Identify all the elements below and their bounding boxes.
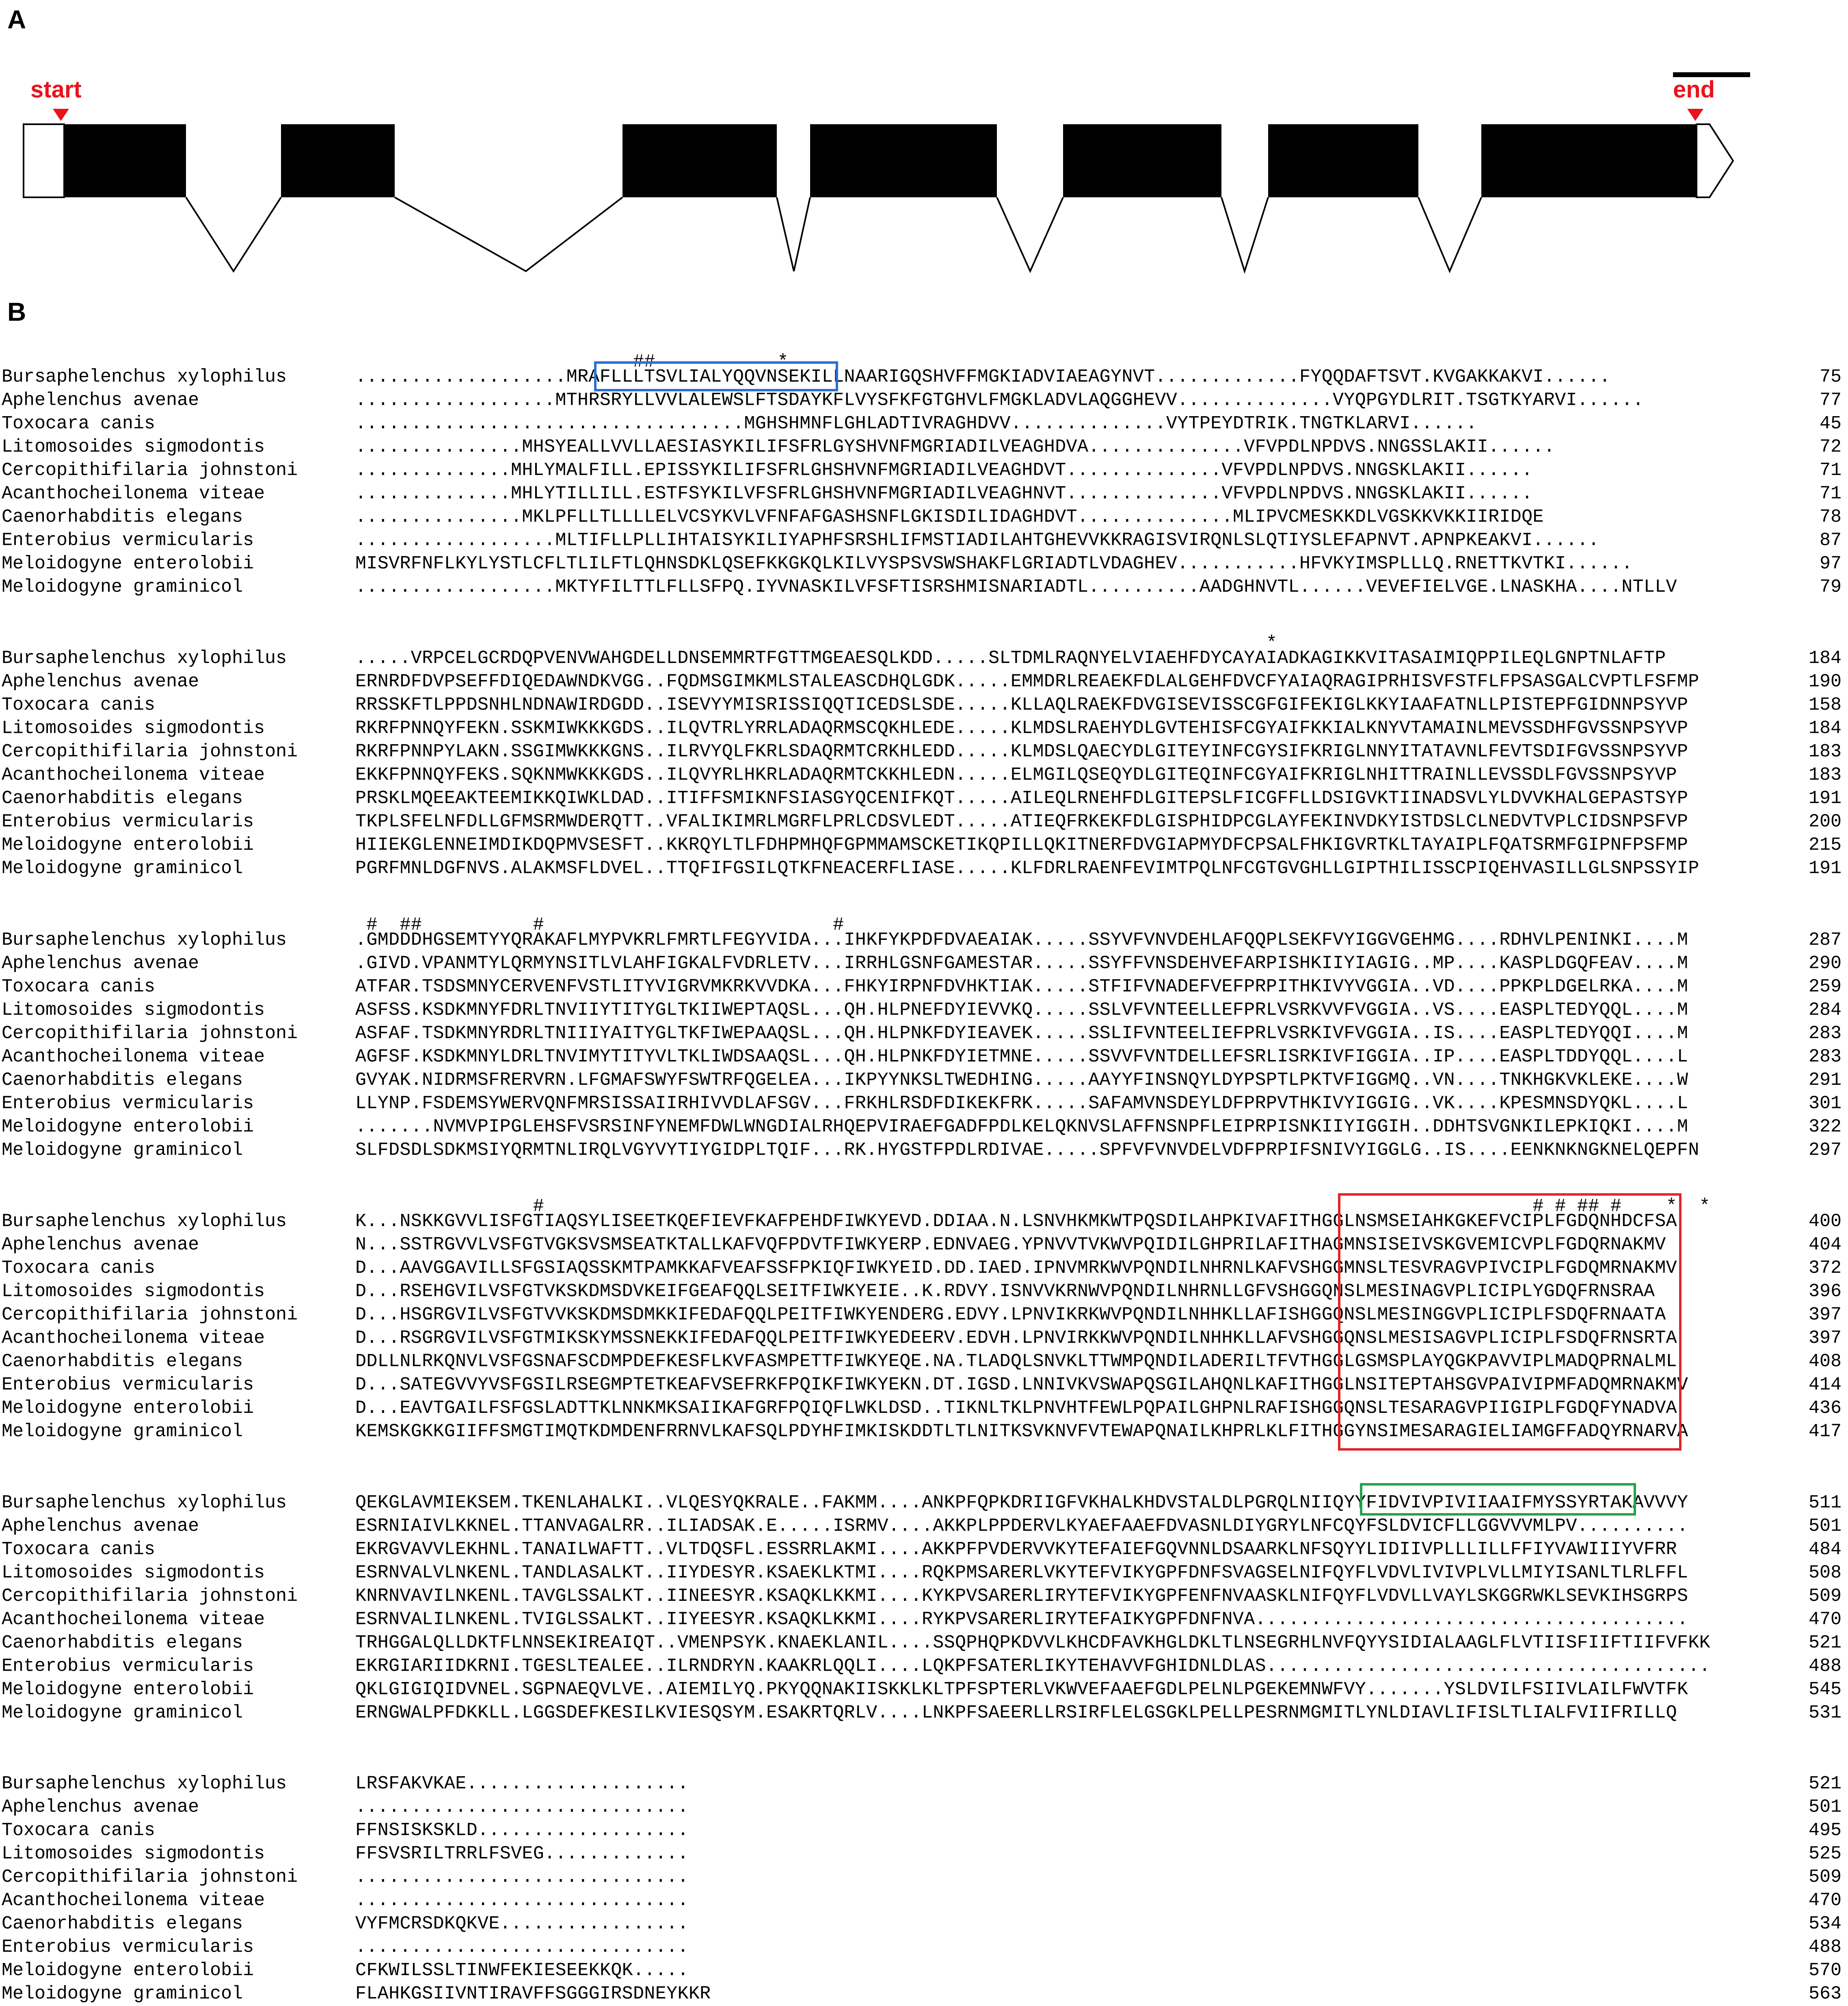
residue-count: 501 [1808,1516,1842,1537]
species-name: Cercopithifilaria johnstoni [2,1304,298,1325]
sequence-alignment [2,352,1842,2004]
sequence-text: D...AAVGGAVILLSFGSIAQSSKMTPAMKKAFVEAFSSFPKIQFIWKYEID.DD.IAED.IPNVMRKWVPQNDILNHRNLKAFVSHGGMNSLTESVRAGVPIVCIPLFGDQMRNAKMV [355,1258,1677,1278]
alignment-row [2,1047,1842,1067]
sequence-text: EKRGIARIIDKRNI.TGESLTEALEE..ILRNDRYN.KAAKRLQQLI....LQKPFSATERLIKYTEHAVVFGHIDNLDLAS........................................ [355,1656,1710,1677]
sequence-text: AGFSF.KSDKMNYLDRLTNVIMYTITYVLTKLIWDSAAQSL...QH.HLPNKFDYIETMNE.....SSVVFVNTDELLEFSRLISRKIVFIGGIA..IP....EASPLTDDYQQL....L [355,1046,1688,1067]
species-name: Caenorhabditis elegans [2,788,243,809]
species-name: Caenorhabditis elegans [2,1070,243,1090]
sequence-text: DDLLNLRKQNVLVSFGSNAFSCDMPDEFKESFLKVFASMPETTFIWKYEQE.NA.TLADQLSNVKLTTWMPQNDILADERILTFVTHGGLGSMSPLAYQGKPAVVIPLMADQPRNALML [355,1351,1677,1372]
end-label: end [1673,76,1715,103]
alignment-row [2,1281,1842,1302]
species-name: Caenorhabditis elegans [2,507,243,527]
sequence-text: D...RSEHGVILVSFGTVKSKDMSDVKEIFGEAFQQLSEITFIWKYEIE..K.RDVY.ISNVVKRNWVPQNDILNHRNLLGFVSHGGQNSLMESINAGVPLICIPLYGDQFRNSRAA [355,1281,1655,1302]
alignment-row [2,1656,1842,1677]
species-name: Bursaphelenchus xylophilus [2,367,287,387]
alignment-row [2,695,1842,715]
alignment-row [2,1820,1842,1841]
species-name: Aphelenchus avenae [2,390,199,411]
residue-count: 78 [1819,507,1842,527]
residue-count: 72 [1819,436,1842,458]
sequence-text: VYFMCRSDKQKVE................. [355,1913,689,1934]
residue-count: 417 [1808,1421,1842,1442]
panel-b-label: B [7,297,26,326]
alignment-row [2,930,1842,950]
species-name: Bursaphelenchus xylophilus [2,1211,287,1232]
alignment-block-6 [2,1773,1842,2004]
alignment-row [2,765,1842,786]
species-name: Meloidogyne graminicol [2,1983,243,2004]
exon-4 [810,124,997,197]
species-name: Toxocara canis [2,413,156,434]
sequence-text: ...................MRAFLLLTSVLIALYQQVNSEKILLNAARIGQSHVFFMGKIADVIAEAGYNVT.............FYQQDAFTSVT.KVGAKKAKVI...... [355,367,1610,387]
sequence-text: FFNSISKSKLD................... [355,1820,689,1841]
exon-1 [64,124,186,197]
residue-count: 484 [1808,1539,1842,1560]
residue-count: 322 [1808,1116,1842,1137]
sequence-text: ..............MHLYMALFILL.EPISSYKILIFSFRLGHSHVNFMGRIADILVEAGHDVT..............VFVPDLNPDVS.NNGSKLAKII...... [355,460,1533,481]
residue-count: 183 [1808,764,1842,786]
species-name: Litomosoides sigmodontis [2,1281,265,1302]
species-name: Acanthocheilonema viteae [2,483,265,504]
residue-count: 191 [1808,788,1842,809]
sequence-text: SLFDSDLSDKMSIYQRMTNLIRQLVGYVYTIYGIDPLTQIF...RK.HYGSTFPDLRDIVAE.....SPFVFVNVDELVDFPRPIFSNIVYIGGLG..IS....EENKNKNGKNELQEPFN [355,1140,1699,1161]
species-name: Meloidogyne enterolobii [2,1116,254,1137]
residue-count: 291 [1808,1070,1842,1090]
residue-count: 531 [1808,1702,1842,1723]
alignment-block-1 [2,352,1842,598]
alignment-row [2,1563,1842,1583]
alignment-row [2,1984,1842,2004]
species-name: Bursaphelenchus xylophilus [2,1492,287,1513]
residue-count: 290 [1808,953,1842,974]
residue-count: 570 [1808,1960,1842,1981]
sequence-text: ...............MHSYEALLVVLLAESIASYKILIFSFRLGYSHVNFMGRIADILVEAGHDVA..............VFVPDLNPDVS.NNGSSLAKII...... [355,436,1555,458]
gene-structure-panel [7,5,1750,271]
alignment-row [2,1679,1842,1700]
alignment-row [2,1516,1842,1537]
sequence-text: D...SATEGVVYVSFGSILRSEGMPTETKEAFVSEFRKFPQIKFIWKYEKN.DT.IGSD.LNNIVKVSWAPQSGILAHQNLKAFITHGGLNSITEPTAHSGVPAIVIPMFADQMRNAKMV [355,1374,1688,1395]
residue-count: 509 [1808,1586,1842,1607]
end-marker-icon [1687,109,1703,121]
sequence-text: FLAHKGSIIVNTIRAVFFSGGGIRSDNEYKKR [355,1983,711,2004]
species-name: Litomosoides sigmodontis [2,718,265,739]
alignment-row [2,718,1842,739]
alignment-row [2,1140,1842,1161]
residue-count: 75 [1819,367,1842,387]
sequence-text: ESRNIAIVLKKNEL.TTANVAGALRR..ILIADSAK.E.....ISRMV....AKKPLPPDERVLKYAEFAAEFDVASNLDIYGRYLNFCQYFSLDVICFLLGGVVVMLPV.......... [355,1516,1688,1537]
sequence-text: K...NSKKGVVLISFGTIAQSYLISEETKQEFIEVFKAFPEHDFIWKYEVD.DDIAA.N.LSNVHKMKWTPQSDILAHPKIVAFITHGGLNSMSEIAHKGKEFVCIPLFGDQNHDCFSA [355,1211,1677,1232]
alignment-row [2,1211,1842,1232]
alignment-row [2,1773,1842,1794]
sequence-text: CFKWILSSLTINWFEKIESEEKKQK..... [355,1960,689,1981]
conservation-symbols: # # # ## # * * [355,1196,1777,1217]
sequence-text: KNRNVAVILNKENL.TAVGLSSALKT..IINEESYR.KSAQKLKKMI....KYKPVSARERLIRYTEFVIKYGPFENFNVAASKLNIFQYFLVDVLLVAYLSKGGRWKLSEVKIHSGRPS [355,1586,1688,1607]
residue-count: 87 [1819,530,1842,551]
sequence-text: .............................. [355,1937,689,1958]
start-label: start [30,76,82,103]
sequence-text: TKPLSFELNFDLLGFMSRMWDERQTT..VFALIKIMRLMGRFLPRLCDSVLEDT.....ATIEQFRKEKFDLGISPHIDPCGLAYFEKINVDKYISTDSLCLNEDVTVPLCIDSNPSFVP [355,811,1688,832]
species-name: Aphelenchus avenae [2,1234,199,1255]
alignment-block-5 [2,1492,1842,1723]
species-name: Toxocara canis [2,976,156,997]
sequence-text: KEMSKGKKGIIFFSMGTIMQTKDMDENFRRNVLKAFSQLPDYHFIMKISKDDTLTLNITKSVKNVFVTEWAPQNAILKHPRLKLFITHGGYNSIMESARAGIELIAMGFFADQYRNARVA [355,1421,1688,1442]
exon-6 [1268,124,1418,197]
residue-count: 45 [1819,413,1842,434]
residue-count: 488 [1808,1656,1842,1677]
conservation-symbols: * [355,633,1433,654]
alignment-row [2,1235,1842,1255]
species-name: Cercopithifilaria johnstoni [2,1586,298,1607]
residue-count: 287 [1808,930,1842,950]
sequence-text: EKKFPNNQYFEKS.SQKNMWKKKGDS..ILQVYRLHKRLADAQRMTCKKHLEDN.....ELMGILQSEQYDLGITEQINFCGYAIFKRIGLNHITTRAINLLEVSSDLFGVSSNPSYVP [355,764,1677,786]
intron-3 [777,197,810,271]
alignment-row [2,530,1842,551]
residue-count: 97 [1819,553,1842,574]
species-name: Meloidogyne graminicol [2,1702,243,1723]
alignment-row [2,741,1842,762]
start-marker-icon [53,109,69,121]
alignment-row [2,953,1842,974]
alignment-row [2,1890,1842,1911]
alignment-row [2,1797,1842,1818]
alignment-row [2,1913,1842,1934]
conservation-symbols: ## * [355,352,1377,372]
residue-count: 200 [1808,811,1842,832]
species-name: Enterobius vermicularis [2,1093,254,1114]
sequence-text: RKRFPNNQYFEKN.SSKMIWKKKGDS..ILQVTRLYRRLADAQRMSCQKHLEDE.....KLMDSLRAEHYDLGVTEHISFCGYAIFKKIALKNYVTAMAINLMEVSSDHFGVSSNPSYVP [355,718,1688,739]
species-name: Bursaphelenchus xylophilus [2,1773,287,1794]
sequence-text: D...EAVTGAILFSFGSLADTTKLNNKMKSAIIKAFGRFPQIQFLWKLDSD..TIKNLTKLPNVHTFEWLPQPAILGHPNLRAFISHGGQNSLTESARAGVPIIGIPLFGDQFYNADVA [355,1398,1677,1419]
species-name: Acanthocheilonema viteae [2,1609,265,1630]
residue-count: 297 [1808,1140,1842,1161]
alignment-row [2,1421,1842,1442]
species-name: Meloidogyne graminicol [2,1421,243,1442]
sequence-text: HIIEKGLENNEIMDIKDQPMVSESFT..KKRQYLTLFDHPMHQFGPMMAMSCKETIKQPILLQKITNERFDVGIAPMYDFCPSALFHKIGVRTKLTAYAIPLFQATSRMFGIPNFPSFMP [355,835,1688,855]
species-name: Toxocara canis [2,1539,156,1560]
alignment-row [2,1632,1842,1653]
sequence-text: QKLGIGIQIDVNEL.SGPNAEQVLVE..AIEMILYQ.PKYQQNAKIISKKLKLTPFSPTERLVKWVEFAAEFGDLPELNLPGEKEMNWFVY.......YSLDVILFSIIVLAILFWVTFK [355,1679,1688,1700]
residue-count: 470 [1808,1890,1842,1911]
alignment-row [2,437,1842,458]
alignment-row [2,1586,1842,1607]
residue-count: 396 [1808,1281,1842,1302]
sequence-text: ASFAF.TSDKMNYRDRLTNIIIYAITYGLTKFIWEPAAQSL...QH.HLPNKFDYIEAVEK.....SSLIFVNTEELIEFPRLVSRKIVFVGGIA..IS....EASPLTEDYQQI....M [355,1023,1688,1044]
species-name: Meloidogyne enterolobii [2,1679,254,1700]
alignment-row [2,367,1842,387]
sequence-text: GVYAK.NIDRMSFRERVRN.LFGMAFSWYFSWTRFQGELEA...IKPYYNKSLTWEDHING.....AAYYFINSNQYLDYPSPTLPKTVFIGGMQ..VN....TNKHGKVKLEKE....W [355,1070,1688,1090]
alignment-block-2 [2,633,1842,879]
sequence-text: ..................MLTIFLLPLLIHTAISYKILIYAPHFSRSHLIFMSTIADILAHTGHEVVKKRAGISVIRQNLSLQTIYSLEFAPNVT.APNPKEAKVI...... [355,530,1599,551]
residue-count: 511 [1808,1492,1842,1513]
sequence-text: .............................. [355,1890,689,1911]
sequence-text: D...RSGRGVILVSFGTMIKSKYMSSNEKKIFEDAFQQLPEITFIWKYEDEERV.EDVH.LPNVIRKKWVPQNDILNHHKLLAFVSHGGQNSLMESISAGVPLICIPLFSDQFRNSRTA [355,1328,1677,1349]
intron-6 [1418,197,1481,271]
species-name: Acanthocheilonema viteae [2,764,265,786]
alignment-row [2,1023,1842,1044]
residue-count: 534 [1808,1913,1842,1934]
species-name: Meloidogyne graminicol [2,577,243,598]
alignment-row [2,858,1842,879]
alignment-row [2,460,1842,481]
residue-count: 509 [1808,1867,1842,1887]
sequence-text: FFSVSRILTRRLFSVEG............. [355,1843,689,1864]
utr-5prime [24,124,64,197]
alignment-row [2,390,1842,411]
sequence-text: ...................................MGHSHMNFLGHLADTIVRAGHDVV..............VYTPEYDTRIK.TNGTKLARVI...... [355,413,1477,434]
alignment-row [2,672,1842,692]
sequence-text: ...............MKLPFLLTLLLLELVCSYKVLVFNFAFGASHSNFLGKISDILIDAGHDVT..............MLIPVCMESKKDLVGSKKVKKIIRIDQE [355,507,1544,527]
species-name: Meloidogyne graminicol [2,858,243,879]
alignment-row [2,1328,1842,1349]
species-name: Caenorhabditis elegans [2,1351,243,1372]
sequence-text: N...SSTRGVVLVSFGTVGKSVSMSEATKTALLKAFVQFPDVTFIWKYERP.EDNVAEG.YPNVVTVKWVPQIDILGHPRILAFITHAGMNSISEIVSKGVEMICVPLFGDQRNAKMV [355,1234,1666,1255]
exon-7 [1481,124,1697,197]
residue-count: 77 [1819,390,1842,411]
sequence-text: RKRFPNNPYLAKN.SSGIMWKKKGNS..ILRVYQLFKRLSDAQRMTCRKHLEDD.....KLMDSLQAECYDLGITEYINFCGYSIFKRIGLNNYITATAVNLFEVTSDIFGVSSNPSYVP [355,741,1688,762]
alignment-row [2,1351,1842,1372]
species-name: Cercopithifilaria johnstoni [2,460,298,481]
alignment-row [2,553,1842,574]
sequence-text: ESRNVALILNKENL.TVIGLSSALKT..IIYEESYR.KSAQKLKKMI....RYKPVSARERLIRYTEFAIKYGPFDNFNVA....................................... [355,1609,1688,1630]
alignment-row [2,1703,1842,1723]
utr-3prime [1697,124,1733,197]
panel-a-label: A [7,5,26,34]
species-name: Acanthocheilonema viteae [2,1328,265,1349]
alignment-row [2,1375,1842,1395]
conservation-symbols: # ## # # [355,915,1533,935]
residue-count: 545 [1808,1679,1842,1700]
sequence-text: LLYNP.FSDEMSYWERVQNFMRSISSAIIRHIVVDLAFSGV...FRKHLRSDFDIKEKFRK.....SAFAMVNSDEYLDFPRPVTHKIVYIGGIG..VK....KPESMNSDYQKL....L [355,1093,1688,1114]
alignment-row [2,1960,1842,1981]
species-name: Toxocara canis [2,695,156,715]
species-name: Enterobius vermicularis [2,811,254,832]
residue-count: 283 [1808,1046,1842,1067]
species-name: Enterobius vermicularis [2,1656,254,1677]
species-name: Toxocara canis [2,1820,156,1841]
intron-2 [395,197,622,271]
sequence-text: ..................MKTYFILTTLFLLSFPQ.IYVNASKILVFSFTISRSHMISNARIADTL..........AADGHNVTL......VEVEFIELVGE.LNASKHA....NTLLV [355,577,1677,598]
residue-count: 525 [1808,1843,1842,1864]
sequence-text: ..............MHLYTILLILL.ESTFSYKILVFSFRLGHSHVNFMGRIADILVEAGHNVT..............VFVPDLNPDVS.NNGSKLAKII...... [355,483,1533,504]
residue-count: 400 [1808,1211,1842,1232]
species-name: Enterobius vermicularis [2,530,254,551]
species-name: Aphelenchus avenae [2,671,199,692]
species-name: Meloidogyne graminicol [2,1140,243,1161]
species-name: Bursaphelenchus xylophilus [2,930,287,950]
species-name: Meloidogyne enterolobii [2,1398,254,1419]
residue-count: 184 [1808,648,1842,669]
sequence-text: ERNRDFDVPSEFFDIQEDAWNDKVGG..FQDMSGIMKMLSTALEASCDHQLGDK.....EMMDRLREAEKFDLALGEHFDVCFYAIAQRAGIPRHISVFSTFLFPSASGALCVPTLFSFMP [355,671,1699,692]
residue-count: 397 [1808,1304,1842,1325]
residue-count: 183 [1808,741,1842,762]
species-name: Litomosoides sigmodontis [2,1843,265,1864]
residue-count: 495 [1808,1820,1842,1841]
alignment-row [2,1937,1842,1958]
alignment-row [2,577,1842,598]
exon-3 [622,124,777,197]
sequence-text: ATFAR.TSDSMNYCERVENFVSTLITYVIGRVMKRKVVDKA...FHKYIRPNFDVHKTIAK.....STFIFVNADEFVEFPRPITHKIVYVGGIA..VD....PPKPLDGELRKA....M [355,976,1688,997]
alignment-row [2,1258,1842,1278]
residue-count: 71 [1819,483,1842,504]
sequence-text: .GMDDDHGSEMTYYQRAKAFLMYPVKRLFMRTLFEGYVIDA...IHKFYKPDFDVAEAIAK.....SSYVFVNVDEHLAFQQPLSEKFVYIGGVGEHMG....RDHVLPENINKI....M [355,930,1688,950]
sequence-text: ESRNVALVLNKENL.TANDLASALKT..IIYDESYR.KSAEKLKTMI....RQKPMSARERLVKYTEFVIKYGPFDNFSVAGSELNIFQYFLVDVLIVIVPLVLLMIYISANLTLRLFFL [355,1562,1688,1583]
species-name: Caenorhabditis elegans [2,1632,243,1653]
alignment-row [2,1116,1842,1137]
sequence-text: ..................MTHRSRYLLVVLALEWSLFTSDAYKFLVYSFKFGTGHVLFMGKLADVLAQGGHEVV..............VYQPGYDLRIT.TSGTKYARVI...... [355,390,1644,411]
species-name: Acanthocheilonema viteae [2,1046,265,1067]
alignment-row [2,1609,1842,1630]
alignment-row [2,812,1842,832]
residue-count: 563 [1808,1983,1842,2004]
residue-count: 508 [1808,1562,1842,1583]
exon-5 [1063,124,1221,197]
sequence-text: PRSKLMQEEAKTEEMIKKQIWKLDAD..ITIFFSMIKNFSIASGYQCENIFKQT.....AILEQLRNEHFDLGITEPSLFICGFFLLDSIGVKTIINADSVLYLDVVKHALGEPASTSYP [355,788,1688,809]
sequence-text: ERNGWALPFDKKLL.LGGSDEFKESILKVIESQSYM.ESAKRTQRLV....LNKPFSAEERLLRSIRFLELGSGKLPELLPESRNMGMITLYNLDIAVLIFISLTLIALFVIIFRILLQ [355,1702,1677,1723]
alignment-row [2,1000,1842,1021]
sequence-text: MISVRFNFLKYLYSTLCFLTLILFTLQHNSDKLQSEFKKGKQLKILVYSPSVSWSHAKFLGRIADTLVDAGHEV...........HFVKYIMSPLLLQ.RNETTKVTKI...... [355,553,1633,574]
residue-count: 184 [1808,718,1842,739]
sequence-text: TRHGGALQLLDKTFLNNSEKIREAIQT..VMENPSYK.KNAEKLANIL....SSQPHQPKDVVLKHCDFAVKHGLDKLTLNSEGRHLNVFQYYSIDIALAAGLFLVTIISFIIFTIIFVFKK [355,1632,1710,1653]
residue-count: 436 [1808,1398,1842,1419]
species-name: Aphelenchus avenae [2,1516,199,1537]
residue-count: 397 [1808,1328,1842,1349]
residue-count: 414 [1808,1374,1842,1395]
residue-count: 488 [1808,1937,1842,1958]
sequence-text: .....VRPCELGCRDQPVENVWAHGDELLDNSEMMRTFGTTMGEAESQLKDD.....SLTDMLRAQNYELVIAEHFDYCAYAIADKAGIKKVITASAIMIQPPILEQLGNPTNLAFTP [355,648,1666,669]
species-name: Acanthocheilonema viteae [2,1890,265,1911]
sequence-text: QEKGLAVMIEKSEM.TKENLAHALKI..VLQESYQKRALE..FAKMM....ANKPFQPKDRIIGFVKHALKHDVSTALDLPGRQLNIIQYYFIDVIVPIVIIAAIFMYSSYRTAKAVVVY [355,1492,1688,1513]
sequence-text: PGRFMNLDGFNVS.ALAKMSFLDVEL..TTQFIFGSILQTKFNEACERFLIASE.....KLFDRLRAENFEVIMTPQLNFCGTGVGHLLGIPTHILISSCPIQEHVASILLGLSNPSSYIP [355,858,1699,879]
residue-count: 408 [1808,1351,1842,1372]
alignment-row [2,484,1842,504]
residue-count: 71 [1819,460,1842,481]
alignment-row [2,413,1842,434]
alignment-row [2,1093,1842,1114]
alignment-row [2,788,1842,809]
residue-count: 501 [1808,1797,1842,1818]
residue-count: 521 [1808,1632,1842,1653]
alignment-row [2,976,1842,997]
intron-5 [1221,197,1268,271]
sequence-text: EKRGVAVVLEKHNL.TANAILWAFTT..VLTDQSFL.ESSRRLAKMI....AKKPFPVDERVVKYTEFAIEFGQVNNLDSAARKLNFSQYYLIDIIVPLLLILLFFIYVAWIIIYVFRR [355,1539,1677,1560]
species-name: Toxocara canis [2,1258,156,1278]
species-name: Aphelenchus avenae [2,953,199,974]
residue-count: 215 [1808,835,1842,855]
residue-count: 404 [1808,1234,1842,1255]
species-name: Bursaphelenchus xylophilus [2,648,287,669]
residue-count: 191 [1808,858,1842,879]
species-name: Enterobius vermicularis [2,1374,254,1395]
alignment-row [2,1398,1842,1419]
species-name: Meloidogyne enterolobii [2,1960,254,1981]
residue-count: 79 [1819,577,1842,598]
residue-count: 158 [1808,695,1842,715]
alignment-block-3 [2,915,1842,1161]
intron-4 [997,197,1063,271]
alignment-row [2,1867,1842,1887]
species-name: Cercopithifilaria johnstoni [2,1023,298,1044]
species-name: Enterobius vermicularis [2,1937,254,1958]
alignment-row [2,835,1842,855]
species-name: Aphelenchus avenae [2,1797,199,1818]
species-name: Litomosoides sigmodontis [2,436,265,458]
residue-count: 372 [1808,1258,1842,1278]
species-name: Meloidogyne enterolobii [2,553,254,574]
alignment-row [2,1070,1842,1090]
sequence-text: D...HSGRGVILVSFGTVVKSKDMSDMKKIFEDAFQQLPEITFIWKYENDERG.EDVY.LPNVIKRKWVPQNDILNHHKLLAFISHGGQNSLMESINGGVPLICIPLFSDQFRNAATA [355,1304,1666,1325]
alignment-block-4 [2,1196,1842,1442]
alignment-row [2,648,1842,669]
sequence-text: .............................. [355,1867,689,1887]
sequence-text: .......NVMVPIPGLEHSFVSRSINFYNEMFDWLWNGDIALRHQEPVIRAEFGADFPDLKELQKNVSLAFFNSNPFLEIPRPISNKIIYIGGIH..DDHTSVGNKILEPKIQKI....M [355,1116,1688,1137]
residue-count: 190 [1808,671,1842,692]
species-name: Cercopithifilaria johnstoni [2,741,298,762]
exon-2 [281,124,395,197]
sequence-text: RRSSKFTLPPDSNHLNDNAWIRDGDD..ISEVYYMISRISSIQQTICEDSLSDE.....KLLAQLRAEKFDVGISEVISSCGFGIFEKIGLKKYIAAFATNLLPISTEPFGIDNNPSYVP [355,695,1688,715]
alignment-row [2,1539,1842,1560]
species-name: Cercopithifilaria johnstoni [2,1867,298,1887]
sequence-text: .GIVD.VPANMTYLQRMYNSITLVLAHFIGKALFVDRLETV...IRRHLGSNFGAMESTAR.....SSYFFVNSDEHVEFARPISHKIIYIAGIG..MP....KASPLDGQFEAV....M [355,953,1688,974]
residue-count: 301 [1808,1093,1842,1114]
alignment-row [2,507,1842,527]
sequence-text: ASFSS.KSDKMNYFDRLTNVIIYTITYGLTKIIWEPTAQSL...QH.HLPNEFDYIEVVKQ.....SSLVFVNTEELLEFPRLVSRKVVFVGGIA..VS....EASPLTEDYQQL....M [355,1000,1688,1021]
species-name: Litomosoides sigmodontis [2,1562,265,1583]
alignment-row [2,1844,1842,1864]
species-name: Litomosoides sigmodontis [2,1000,265,1021]
sequence-text: .............................. [355,1797,689,1818]
residue-count: 284 [1808,1000,1842,1021]
alignment-row [2,1304,1842,1325]
intron-1 [186,197,281,271]
sequence-text: LRSFAKVKAE.................... [355,1773,689,1794]
residue-count: 259 [1808,976,1842,997]
species-name: Caenorhabditis elegans [2,1913,243,1934]
residue-count: 521 [1808,1773,1842,1794]
residue-count: 283 [1808,1023,1842,1044]
species-name: Meloidogyne enterolobii [2,835,254,855]
alignment-row [2,1492,1842,1513]
residue-count: 470 [1808,1609,1842,1630]
